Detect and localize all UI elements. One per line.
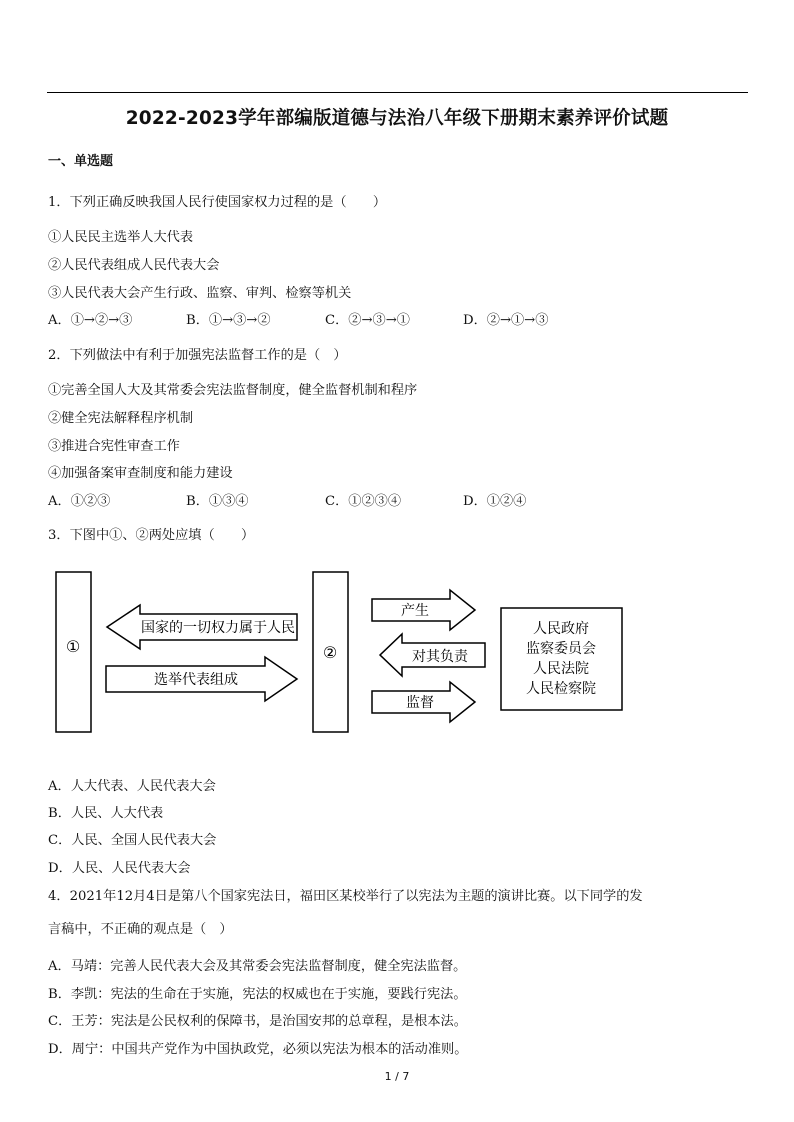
arrow-elect-label: 选举代表组成 xyxy=(154,672,238,688)
q3-option-d[interactable]: D．人民、人民代表大会 xyxy=(48,861,191,876)
box-people-label: ① xyxy=(65,637,81,656)
q4-option-b[interactable]: B．李凯：宪法的生命在于实施，宪法的权威也在于实施，要践行宪法。 xyxy=(48,987,467,1002)
q2-item: ②健全宪法解释程序机制 xyxy=(48,411,194,426)
q1-stem: 1．下列正确反映我国人民行使国家权力过程的是（ ） xyxy=(48,195,387,210)
q1-item: ①人民民主选举人大代表 xyxy=(48,230,194,245)
section-heading: 一、单选题 xyxy=(48,154,114,169)
q2-option-a[interactable]: A．①②③ xyxy=(48,494,111,509)
q2-item: ④加强备案审查制度和能力建设 xyxy=(48,466,233,481)
arrow-responsible-label: 对其负责 xyxy=(412,649,468,665)
q2-item: ③推进合宪性审查工作 xyxy=(48,439,180,454)
header-rule xyxy=(47,92,748,93)
page-title: 2022-2023学年部编版道德与法治八年级下册期末素养评价试题 xyxy=(125,108,669,129)
q1-option-b[interactable]: B．①→③→② xyxy=(186,313,271,328)
organ-court: 人民法院 xyxy=(533,661,589,677)
q2-option-c[interactable]: C．①②③④ xyxy=(325,494,402,509)
q3-option-c[interactable]: C．人民、全国人民代表大会 xyxy=(48,833,217,848)
q1-option-a[interactable]: A．①→②→③ xyxy=(48,313,133,328)
arrow-produce-label: 产生 xyxy=(401,603,429,619)
q4-stem-line1: 4．2021年12月4日是第八个国家宪法日，福田区某校举行了以宪法为主题的演讲比赛。以下同学的发 xyxy=(48,889,643,904)
box-congress-label: ② xyxy=(322,643,338,662)
q1-option-d[interactable]: D．②→①→③ xyxy=(463,313,549,328)
q1-item: ③人民代表大会产生行政、监察、审判、检察等机关 xyxy=(48,286,352,301)
q2-option-b[interactable]: B．①③④ xyxy=(186,494,249,509)
page-number: 1 / 7 xyxy=(384,1070,410,1083)
q3-option-b[interactable]: B．人民、人大代表 xyxy=(48,806,164,821)
arrow-supervise-label: 监督 xyxy=(406,695,434,711)
q4-option-a[interactable]: A．马靖：完善人民代表大会及其常委会宪法监督制度，健全宪法监督。 xyxy=(48,959,467,974)
q4-option-c[interactable]: C．王芳：宪法是公民权利的保障书，是治国安邦的总章程，是根本法。 xyxy=(48,1014,467,1029)
q2-option-d[interactable]: D．①②④ xyxy=(463,494,527,509)
q3-stem: 3．下图中①、②两处应填（ ） xyxy=(48,528,255,543)
q3-diagram xyxy=(0,566,794,766)
q3-option-a[interactable]: A．人大代表、人民代表大会 xyxy=(48,779,216,794)
organ-procuratorate: 人民检察院 xyxy=(526,681,596,697)
q4-stem-line2: 言稿中，不正确的观点是（ ） xyxy=(48,922,233,937)
q1-item: ②人民代表组成人民代表大会 xyxy=(48,258,220,273)
q4-option-d[interactable]: D．周宁：中国共产党作为中国执政党，必须以宪法为根本的活动准则。 xyxy=(48,1042,468,1057)
q2-item: ①完善全国人大及其常委会宪法监督制度，健全监督机制和程序 xyxy=(48,383,418,398)
organ-government: 人民政府 xyxy=(533,621,589,637)
organ-supervision: 监察委员会 xyxy=(526,641,596,657)
arrow-power-label: 国家的一切权力属于人民 xyxy=(141,620,295,636)
q1-option-c[interactable]: C．②→③→① xyxy=(325,313,410,328)
q2-stem: 2．下列做法中有利于加强宪法监督工作的是（ ） xyxy=(48,348,347,363)
